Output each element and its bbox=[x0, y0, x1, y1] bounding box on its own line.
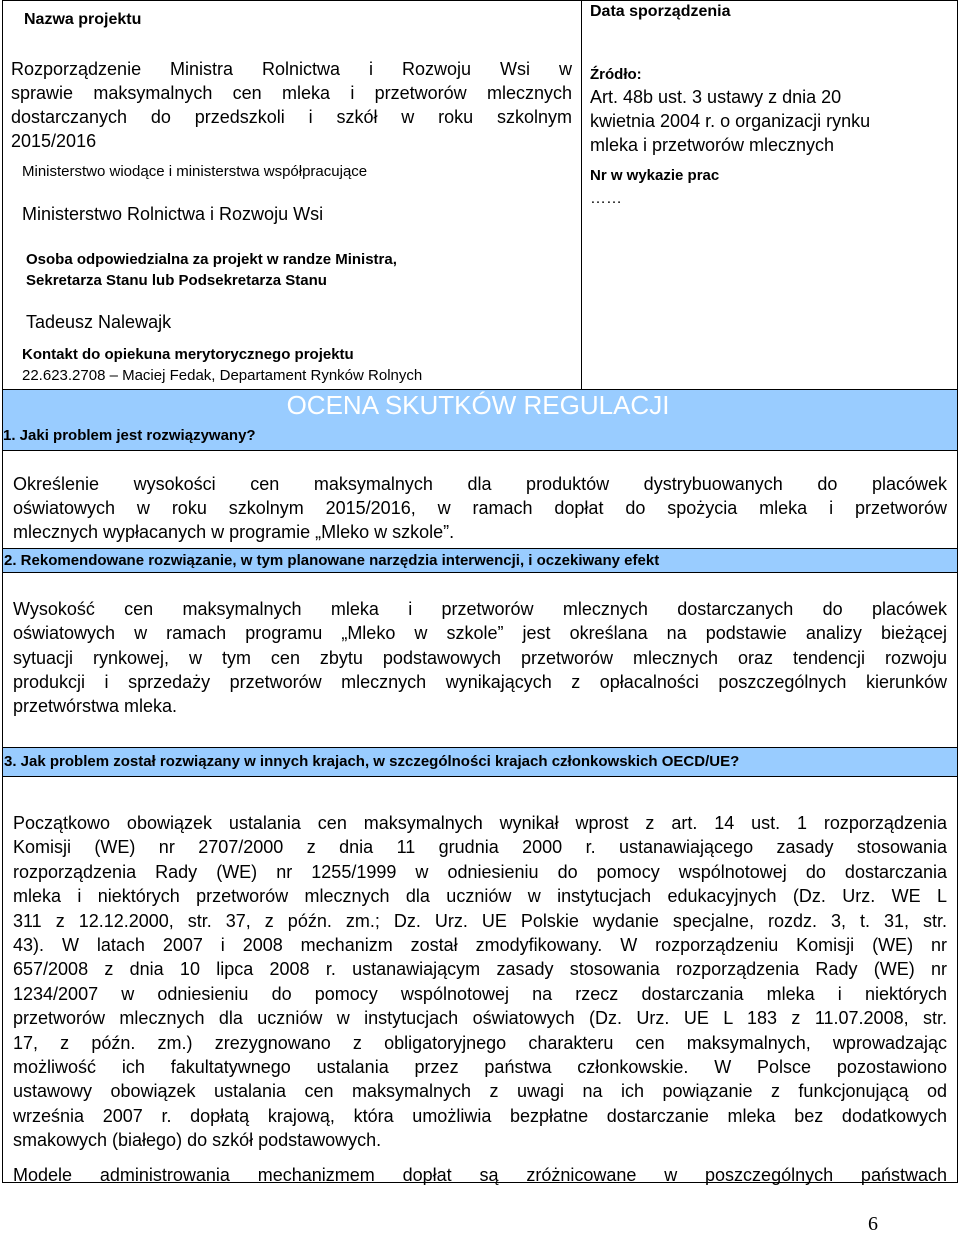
section-3-line: rozporządzenia Rady (WE) nr 1255/1999 w odniesieniu do pomocy wspólnotowej do dostarczania bbox=[13, 861, 947, 882]
left-border bbox=[2, 0, 3, 1183]
banner-title: OCENA SKUTKÓW REGULACJI bbox=[286, 390, 670, 420]
section-2-line: oświatowych w ramach programu „Mleko w szkole” jest określana na podstawie analizy bieżącej bbox=[13, 623, 947, 644]
ocena-banner bbox=[3, 389, 957, 451]
contact-value: 22.623.2708 – Maciej Fedak, Departament Rynków Rolnych bbox=[22, 367, 423, 384]
right-border bbox=[957, 0, 958, 1183]
responsible-label-line: Sekretarza Stanu lub Podsekretarza Stanu bbox=[26, 272, 327, 289]
section-3-line: Modele administrowania mechanizmem dopłat są zróżnicowane w poszczególnych państwach bbox=[13, 1164, 947, 1185]
section-2-heading: 2. Rekomendowane rozwiązanie, w tym planowane narzędzia interwencji, i oczekiwany efekt bbox=[4, 552, 660, 569]
source-line: mleka i przetworów mlecznych bbox=[590, 135, 835, 155]
section-3-line: Początkowo obowiązek ustalania cen maksymalnych wynikał wprost z art. 14 ust. 1 rozporządzenia bbox=[13, 813, 947, 833]
section-2-heading-bar bbox=[3, 548, 957, 573]
work-list-label: Nr w wykazie prac bbox=[590, 167, 720, 184]
source-value bbox=[590, 85, 870, 157]
date-label: Data sporządzenia bbox=[590, 3, 731, 20]
section-3-heading: 3. Jak problem został rozwiązany w innych krajach, w szczególności krajach członkowskich OECD/UE? bbox=[4, 753, 740, 770]
work-list-value: …… bbox=[590, 190, 622, 207]
source-line: Art. 48b ust. 3 ustawy z dnia 20 bbox=[590, 87, 842, 107]
source-label: Źródło: bbox=[590, 66, 642, 83]
section-3-line: Komisji (WE) nr 2707/2000 z dnia 11 grudnia 2000 r. ustanawiającego zasady stosowania bbox=[13, 837, 947, 858]
section-3-line: 1234/2007 w odniesieniu do pomocy wspólnotowej na rzecz dostarczania mleka i niektórych bbox=[13, 983, 947, 1004]
section-1-body bbox=[13, 472, 947, 544]
section-2-line: Wysokość cen maksymalnych mleka i przetworów mlecznych dostarczanych do placówek bbox=[13, 599, 947, 619]
section-3-body bbox=[13, 811, 947, 1187]
ministry-value: Ministerstwo Rolnictwa i Rozwoju Wsi bbox=[22, 204, 324, 224]
project-name-line: Rozporządzenie Ministra Rolnictwa i Rozwoju Wsi w bbox=[11, 59, 572, 79]
section-3-line: 43). W latach 2007 i 2008 mechanizm został zmodyfikowany. W rozporządzeniu Komisji (WE) nr bbox=[13, 935, 947, 956]
section-3-line: 311 z 12.12.2000, str. 37, z późn. zm.; Dz. Urz. UE Polskie wydanie specjalne, rozdz. 3, t. 31, str. bbox=[13, 910, 947, 931]
source-line: kwietnia 2004 r. o organizacji rynku bbox=[590, 111, 871, 131]
section-3-line: smakowych (białego) do szkół podstawowych. bbox=[13, 1130, 382, 1151]
section-3-line: ustawowy obowiązek ustalania cen maksymalnych z uwagi na ich powiązanie z funkcjonującą od bbox=[13, 1081, 947, 1102]
section-1-heading: 1. Jaki problem jest rozwiązywany? bbox=[3, 427, 256, 444]
project-name-label: Nazwa projektu bbox=[24, 11, 142, 28]
section-3-line: września 2007 r. dopłatą krajową, która umożliwia bezpłatne dostarczanie mleka bez dodatkowych bbox=[13, 1105, 947, 1126]
project-name-value bbox=[11, 57, 572, 153]
section-2-line: sytuacji rynkowej, w tym cen zbytu podstawowych przetworów mlecznych oraz tendencji rozwoju bbox=[13, 647, 947, 668]
section-1-line: oświatowych w roku szkolnym 2015/2016, w ramach dopłat do spożycia mleka i przetworów bbox=[13, 498, 947, 518]
section-2-line: przetwórstwa mleka. bbox=[13, 696, 178, 717]
project-name-line: dostarczanych do przedszkoli i szkół w roku szkolnym bbox=[11, 107, 572, 127]
contact-label: Kontakt do opiekuna merytorycznego projektu bbox=[22, 346, 354, 363]
section-3-line: 17, z późn. zm.) zrezygnowano z obligatoryjnego charakteru cen maksymalnych, wprowadzając bbox=[13, 1032, 947, 1053]
section-1-line: Określenie wysokości cen maksymalnych dla produktów dystrybuowanych do placówek bbox=[13, 474, 947, 494]
section-3-heading-bar bbox=[3, 747, 957, 777]
section-3-line: mleka i niektórych przetworów mlecznych dla uczniów w instytucjach edukacyjnych (Dz. Urz. WE L bbox=[13, 886, 947, 907]
section-3-line: możliwość ich fakultatywnego ustalania przez państwa członkowskie. W Polsce pozostawiono bbox=[13, 1057, 947, 1078]
responsible-label-line: Osoba odpowiedzialna za projekt w randze Ministra, bbox=[26, 251, 397, 268]
section-1-line: mlecznych wypłacanych w programie „Mleko w szkole”. bbox=[13, 522, 455, 542]
responsible-label bbox=[26, 249, 397, 291]
ministry-label: Ministerstwo wiodące i ministerstwa współpracujące bbox=[22, 163, 368, 180]
project-name-line: 2015/2016 bbox=[11, 131, 97, 151]
section-3-line: przetworów mlecznych dla uczniów w instytucjach oświatowych (Dz. Urz. UE L 183 z 11.07.2008, str. bbox=[13, 1008, 947, 1029]
project-name-line: sprawie maksymalnych cen mleka i przetworów mlecznych bbox=[11, 83, 572, 103]
section-2-body bbox=[13, 597, 947, 718]
header-divider bbox=[581, 0, 582, 389]
section-3-line: 657/2008 z dnia 10 lipca 2008 r. ustanawiającym zasady stosowania rozporządzenia Rady (WE) nr bbox=[13, 959, 947, 980]
page-number: 6 bbox=[868, 1213, 878, 1235]
section-2-line: produkcji i sprzedaży przetworów mlecznych wynikających z opłacalności poszczególnych kierunków bbox=[13, 671, 947, 692]
top-border bbox=[2, 0, 958, 1]
responsible-value: Tadeusz Nalewajk bbox=[26, 312, 172, 332]
